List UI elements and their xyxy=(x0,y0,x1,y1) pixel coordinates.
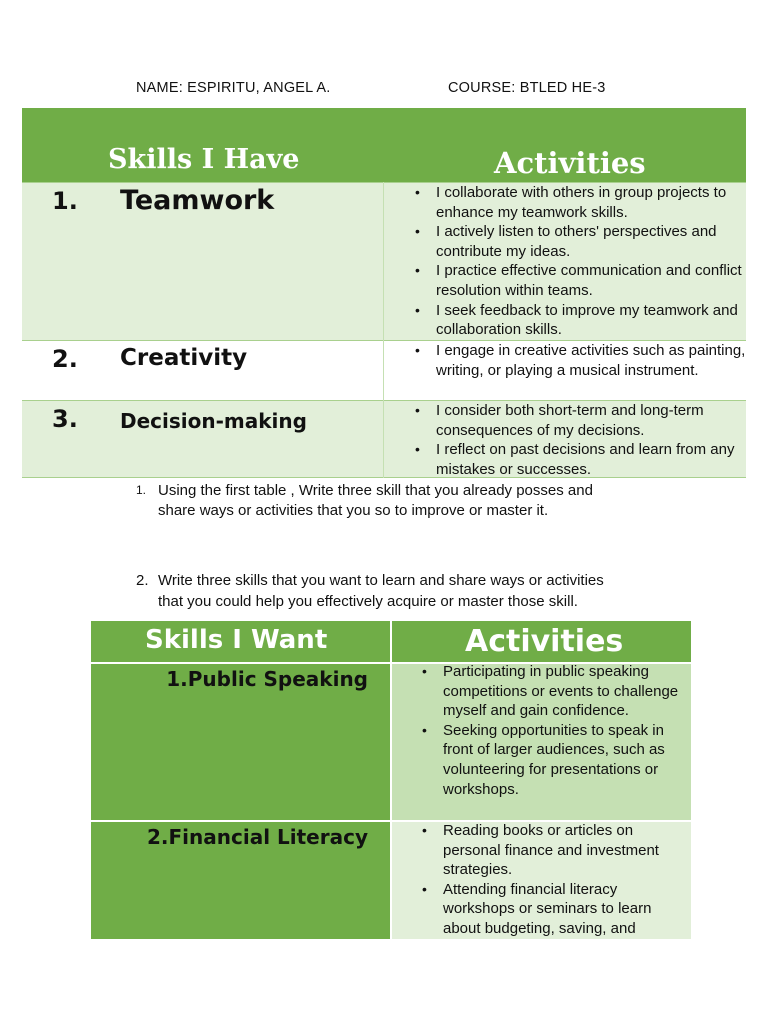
list-item: • Reading books or articles on personal finance and investment strategies. xyxy=(422,822,659,879)
column-header-activities: Activities xyxy=(465,624,624,659)
column-divider xyxy=(383,182,384,478)
instruction-number: 1. xyxy=(136,483,147,497)
skill-name: Decision-making xyxy=(120,409,307,433)
instruction-text-line: that you could help you effectively acquire or master those skill. xyxy=(158,593,578,610)
activity-list xyxy=(422,821,688,939)
list-item: • Seeking opportunities to speak in front of larger audiences, such as volunteering for presentations or workshops. xyxy=(422,721,665,798)
skill-name: Creativity xyxy=(120,345,248,371)
header-divider xyxy=(390,621,392,662)
list-item: • I collaborate with others in group projects to enhance my teamwork skills. xyxy=(415,184,727,221)
list-item: • Attending financial literacy workshops or seminars to learn about budgeting, saving, and xyxy=(422,880,652,937)
list-item: • I actively listen to others' perspectives and contribute my ideas. xyxy=(415,223,717,260)
instruction-text-line: Write three skills that you want to learn and share ways or activities xyxy=(158,572,604,589)
student-name: NAME: ESPIRITU, ANGEL A. xyxy=(136,80,331,96)
skill-name: 2.Financial Literacy xyxy=(146,825,368,849)
list-item: • I practice effective communication and conflict resolution within teams. xyxy=(415,262,742,299)
skill-name: 1.Public Speaking xyxy=(166,667,368,691)
bullet-icon: • xyxy=(415,342,420,358)
table-row xyxy=(22,400,746,478)
list-item: • I seek feedback to improve my teamwork and collaboration skills. xyxy=(415,301,738,339)
table-row xyxy=(22,182,746,340)
row-number: 1. xyxy=(52,187,78,215)
bullet-icon: • xyxy=(422,663,427,679)
instruction-text-line: share ways or activities that you so to improve or master it. xyxy=(158,502,549,519)
list-item: • I consider both short-term and long-term consequences of my decisions. xyxy=(415,402,704,439)
activity-list xyxy=(415,341,748,380)
bullet-icon: • xyxy=(415,184,420,200)
bullet-icon: • xyxy=(415,441,420,458)
bullet-icon: • xyxy=(415,402,420,418)
row-number: 3. xyxy=(52,405,78,433)
activity-list xyxy=(415,183,748,340)
instruction-text-line: Using the first table , Write three skill that you already posses and xyxy=(158,482,593,499)
table-row-skill-cell xyxy=(91,820,390,939)
student-course: COURSE: BTLED HE-3 xyxy=(448,80,606,96)
skills-i-have-table xyxy=(22,108,746,478)
column-header-activities: Activities xyxy=(494,146,646,180)
column-header-skills-i-have: Skills I Have xyxy=(108,144,300,175)
table-row-skill-cell xyxy=(91,662,390,820)
list-item: • Participating in public speaking competitions or events to challenge myself and gain confidence. xyxy=(422,663,679,720)
activity-list xyxy=(422,662,688,799)
bullet-icon: • xyxy=(422,822,427,838)
bullet-icon: • xyxy=(415,223,420,240)
table-row xyxy=(22,340,746,400)
skills-i-want-table xyxy=(91,621,691,939)
column-header-skills-i-want: Skills I Want xyxy=(145,625,328,655)
bullet-icon: • xyxy=(415,301,420,318)
bullet-icon: • xyxy=(415,262,420,279)
instruction-number: 2. xyxy=(136,572,149,589)
row-number: 2. xyxy=(52,345,78,373)
bullet-icon: • xyxy=(422,880,427,897)
bullet-icon: • xyxy=(422,721,427,738)
skill-name: Teamwork xyxy=(120,185,275,216)
list-item: • I reflect on past decisions and learn from any mistakes or successes. xyxy=(415,441,735,478)
activity-list xyxy=(415,401,748,479)
list-item: • I engage in creative activities such as painting, writing, or playing a musical instrument. xyxy=(415,342,746,379)
